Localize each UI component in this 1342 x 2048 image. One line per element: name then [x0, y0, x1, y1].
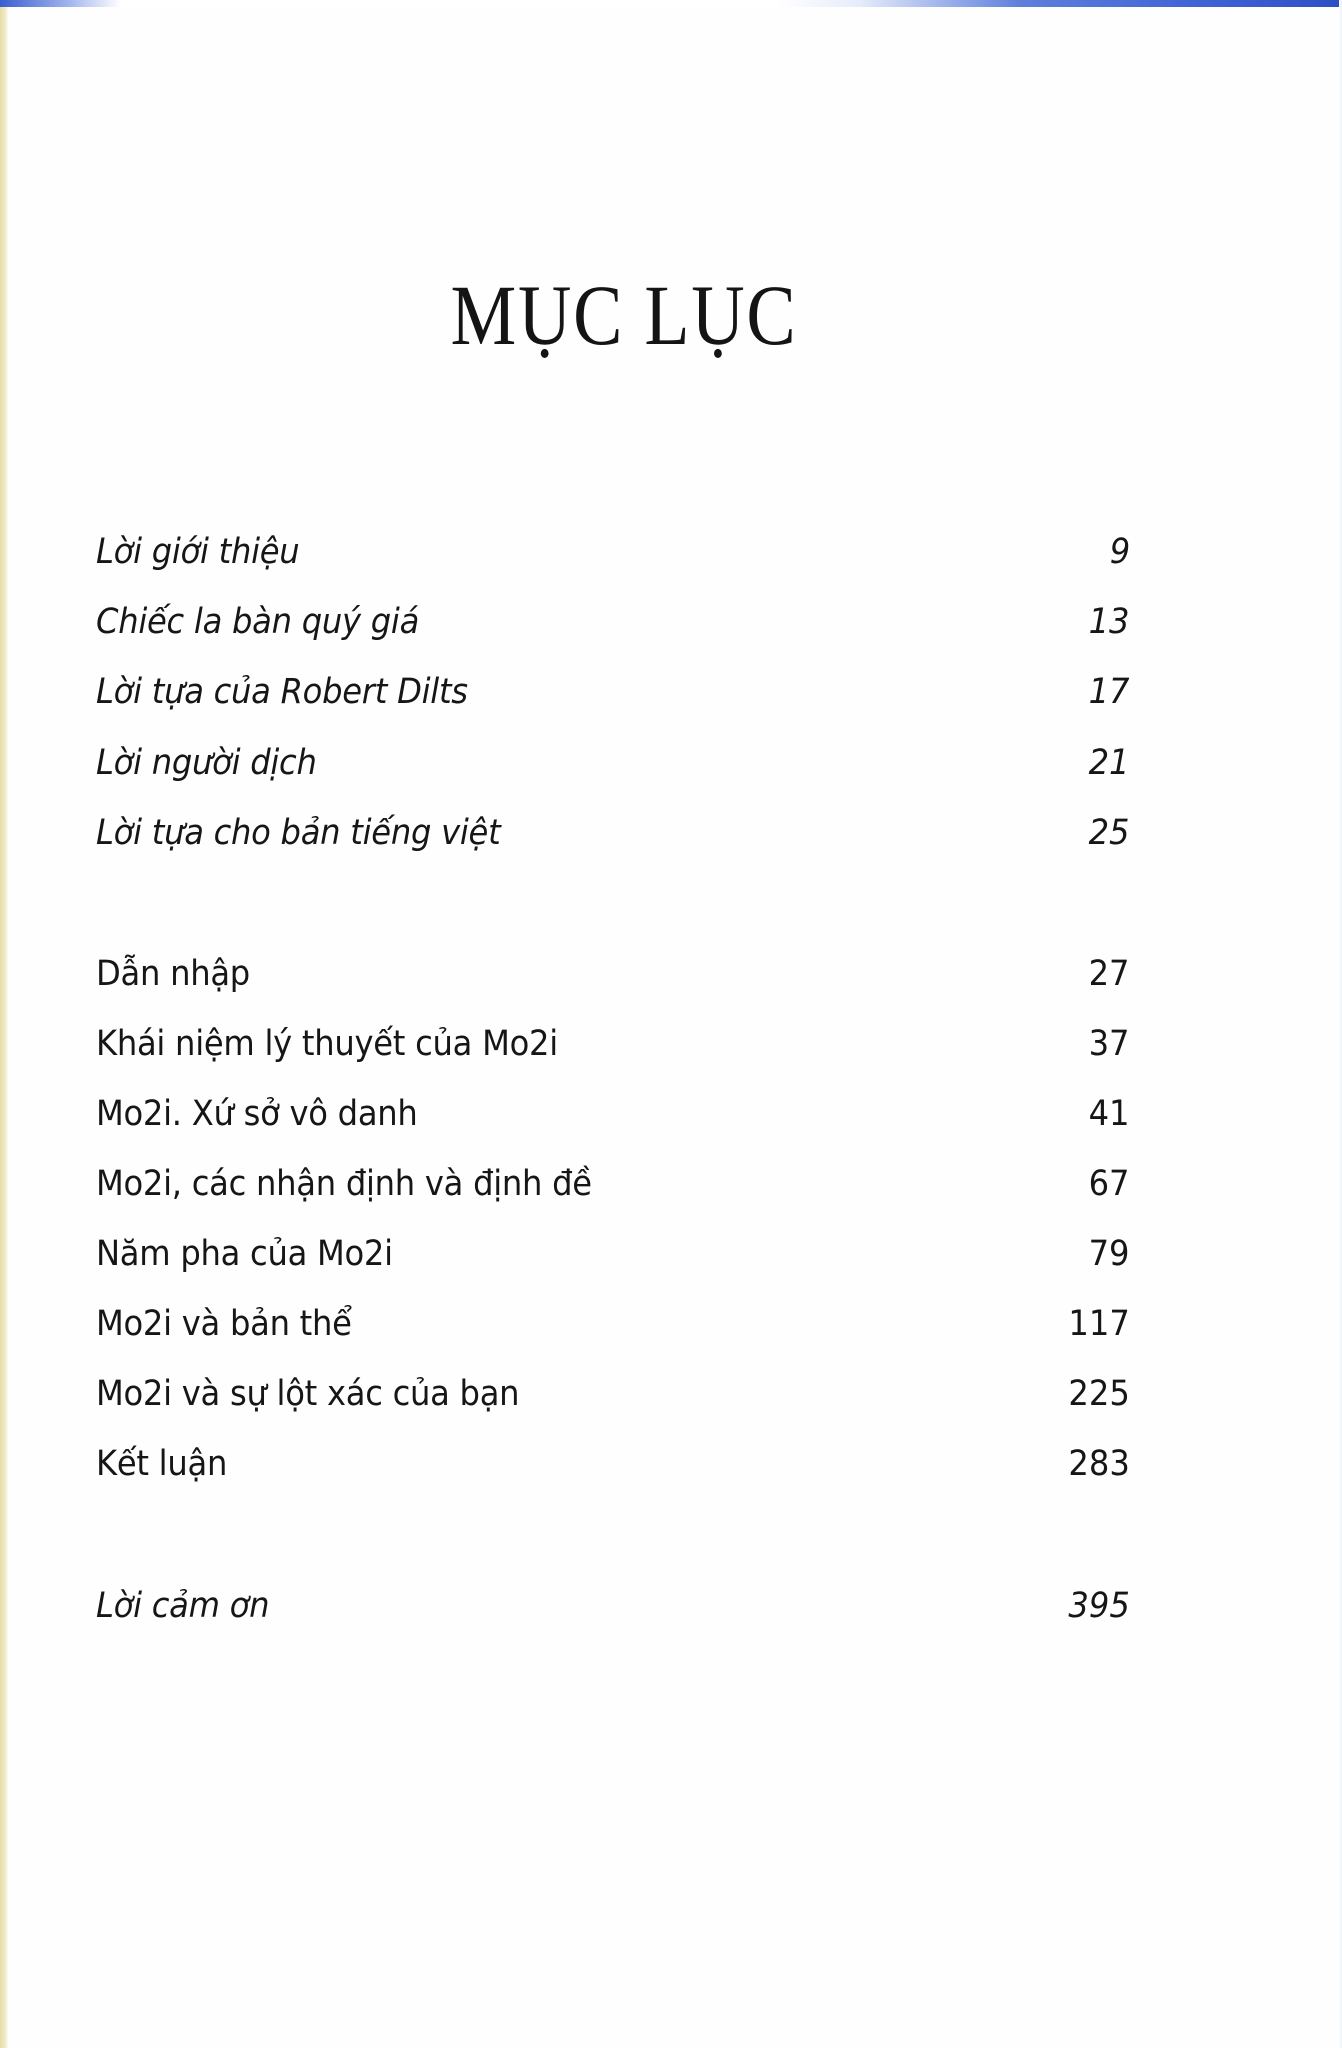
- toc-entry[interactable]: [96, 808, 1130, 858]
- toc-entry-page: 67: [1089, 1164, 1130, 1204]
- toc-entry[interactable]: [96, 949, 1130, 999]
- toc-entry-label: Chiếc la bàn quý giá: [96, 602, 420, 642]
- toc-entry[interactable]: [96, 667, 1130, 717]
- page-left-edge: [0, 7, 8, 2048]
- toc-entry-label: Khái niệm lý thuyết của Mo2i: [96, 1024, 558, 1064]
- toc-entry[interactable]: [96, 1439, 1130, 1489]
- toc-entry-label: Kết luận: [96, 1444, 228, 1484]
- toc-entry-label: Lời người dịch: [96, 743, 317, 783]
- toc-entry[interactable]: [96, 738, 1130, 788]
- toc-entry-page: 395: [1068, 1586, 1130, 1626]
- toc-entry-page: 25: [1089, 813, 1130, 853]
- toc-entry-page: 9: [1109, 532, 1130, 572]
- toc-entry-label: Lời cảm ơn: [96, 1586, 270, 1626]
- toc-entry[interactable]: [96, 1089, 1130, 1139]
- toc-entry[interactable]: [96, 1019, 1130, 1069]
- toc-entry-label: Lời tựa cho bản tiếng việt: [96, 813, 501, 853]
- toc-entry[interactable]: [96, 597, 1130, 647]
- toc-entry[interactable]: [96, 1581, 1130, 1631]
- toc-entry-page: 13: [1089, 602, 1130, 642]
- toc-entry-label: Dẫn nhập: [96, 954, 250, 994]
- toc-entry-label: Mo2i, các nhận định và định đề: [96, 1164, 592, 1204]
- toc-entry-label: Lời giới thiệu: [96, 532, 300, 572]
- toc-entry-page: 283: [1068, 1444, 1130, 1484]
- toc-entry-label: Lời tựa của Robert Dilts: [96, 672, 468, 712]
- toc-entry-page: 37: [1089, 1024, 1130, 1064]
- toc-entry[interactable]: [96, 527, 1130, 577]
- toc-entry-page: 27: [1089, 954, 1130, 994]
- toc-entry-label: Năm pha của Mo2i: [96, 1234, 393, 1274]
- toc-entry-page: 21: [1089, 743, 1130, 783]
- toc-entry-page: 17: [1089, 672, 1130, 712]
- toc-entry[interactable]: [96, 1299, 1130, 1349]
- toc-entry-page: 79: [1089, 1234, 1130, 1274]
- toc-entry[interactable]: [96, 1159, 1130, 1209]
- toc-entry-label: Mo2i và bản thể: [96, 1304, 352, 1344]
- page-top-edge: [0, 0, 1342, 7]
- toc-entry-label: Mo2i. Xứ sở vô danh: [96, 1094, 418, 1134]
- toc-entry[interactable]: [96, 1369, 1130, 1419]
- toc-entry[interactable]: [96, 1229, 1130, 1279]
- page-title: MỤC LỤC: [450, 267, 798, 363]
- toc-entry-page: 117: [1068, 1304, 1130, 1344]
- toc-entry-page: 225: [1068, 1374, 1130, 1414]
- toc-entry-label: Mo2i và sự lột xác của bạn: [96, 1374, 520, 1414]
- toc-entry-page: 41: [1089, 1094, 1130, 1134]
